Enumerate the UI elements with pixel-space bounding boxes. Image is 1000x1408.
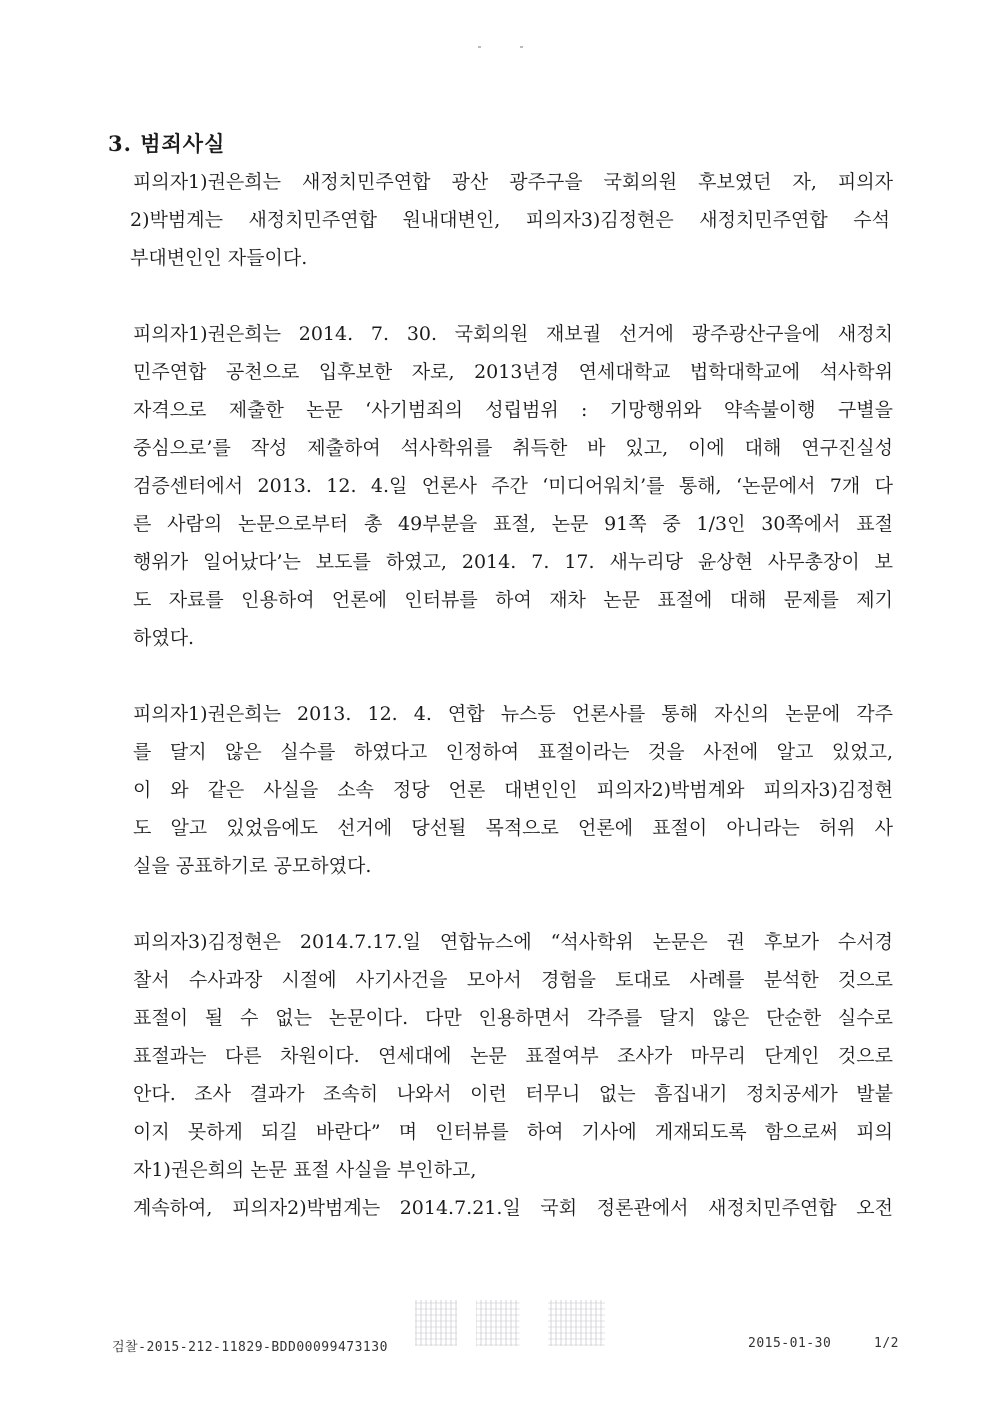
paragraph-2-line-1: 피의자1)권은희는 2014. 7. 30. 국회의원 재보궐 선거에 광주광산구을에 새정치 bbox=[133, 323, 893, 345]
paragraph-2-line-2: 민주연합 공천으로 입후보한 자로, 2013년경 연세대학교 법학대학교에 석사학위 bbox=[133, 361, 893, 383]
footer-date: 2015-01-30 bbox=[748, 1336, 832, 1351]
paragraph-3-line-2: 를 달지 않은 실수를 하였다고 인정하여 표절이라는 것을 사전에 알고 있었고, bbox=[133, 741, 893, 763]
paragraph-3-line-1: 피의자1)권은희는 2013. 12. 4. 연합 뉴스등 언론사를 통해 자신의 논문에 각주 bbox=[133, 703, 893, 725]
paragraph-4-line-2: 찰서 수사과장 시절에 사기사건을 모아서 경험을 토대로 사례를 분석한 것으로 bbox=[133, 969, 893, 991]
paragraph-3-line-3: 이 와 같은 사실을 소속 정당 언론 대변인인 피의자2)박범계와 피의자3)김정현 bbox=[133, 779, 893, 801]
paragraph-4-line-3: 표절이 될 수 없는 논문이다. 다만 인용하면서 각주를 달지 않은 단순한 실수로 bbox=[133, 1007, 893, 1029]
paragraph-2-line-3: 자격으로 제출한 논문 ‘사기범죄의 성립범위 : 기망행위와 약속불이행 구별을 bbox=[133, 399, 893, 421]
paragraph-1-line-3: 부대변인인 자들이다. bbox=[130, 247, 308, 269]
paragraph-1-line-2: 2)박범계는 새정치민주연합 원내대변인, 피의자3)김정현은 새정치민주연합 수석 bbox=[130, 209, 890, 231]
paragraph-4-line-8: 계속하여, 피의자2)박범계는 2014.7.21.일 국회 정론관에서 새정치민주연합 오전 bbox=[133, 1197, 893, 1219]
paragraph-4-line-6: 이지 못하게 되길 바란다” 며 인터뷰를 하여 기사에 게재되도록 함으로써 피의 bbox=[133, 1121, 893, 1143]
security-stamp-pattern bbox=[415, 1300, 605, 1346]
scan-speck bbox=[520, 46, 523, 48]
paragraph-1-line-1: 피의자1)권은희는 새정치민주연합 광산 광주구을 국회의원 후보였던 자, 피의자 bbox=[133, 171, 893, 193]
paragraph-2-line-7: 행위가 일어났다’는 보도를 하였고, 2014. 7. 17. 새누리당 윤상현 사무총장이 보 bbox=[133, 551, 893, 573]
paragraph-2-line-8: 도 자료를 인용하여 언론에 인터뷰를 하여 재차 논문 표절에 대해 문제를 제기 bbox=[133, 589, 893, 611]
section-title: 3. 범죄사실 bbox=[108, 131, 226, 156]
paragraph-2-line-5: 검증센터에서 2013. 12. 4.일 언론사 주간 ‘미디어워치’를 통해, ‘논문에서 7개 다 bbox=[133, 475, 893, 497]
paragraph-3-line-5: 실을 공표하기로 공모하였다. bbox=[133, 855, 372, 877]
paragraph-2-line-6: 른 사람의 논문으로부터 총 49부분을 표절, 논문 91쪽 중 1/3인 30쪽에서 표절 bbox=[133, 513, 893, 535]
paragraph-3-line-4: 도 알고 있었음에도 선거에 당선될 목적으로 언론에 표절이 아니라는 허위 사 bbox=[133, 817, 893, 839]
paragraph-4-line-1: 피의자3)김정현은 2014.7.17.일 연합뉴스에 “석사학위 논문은 권 후보가 수서경 bbox=[133, 931, 893, 953]
paragraph-4-line-5: 안다. 조사 결과가 조속히 나와서 이런 터무니 없는 흠집내기 정치공세가 발붙 bbox=[133, 1083, 893, 1105]
footer-page-number: 1/2 bbox=[874, 1336, 899, 1351]
paragraph-2-line-9: 하였다. bbox=[133, 627, 195, 649]
paragraph-4-line-7: 자1)권은희의 논문 표절 사실을 부인하고, bbox=[133, 1159, 477, 1181]
footer-document-id: 검찰-2015-212-11829-BDD00099473130 bbox=[112, 1340, 388, 1355]
scan-speck bbox=[478, 46, 481, 48]
paragraph-2-line-4: 중심으로’를 작성 제출하여 석사학위를 취득한 바 있고, 이에 대해 연구진실성 bbox=[133, 437, 893, 459]
paragraph-4-line-4: 표절과는 다른 차원이다. 연세대에 논문 표절여부 조사가 마무리 단계인 것으로 bbox=[133, 1045, 893, 1067]
